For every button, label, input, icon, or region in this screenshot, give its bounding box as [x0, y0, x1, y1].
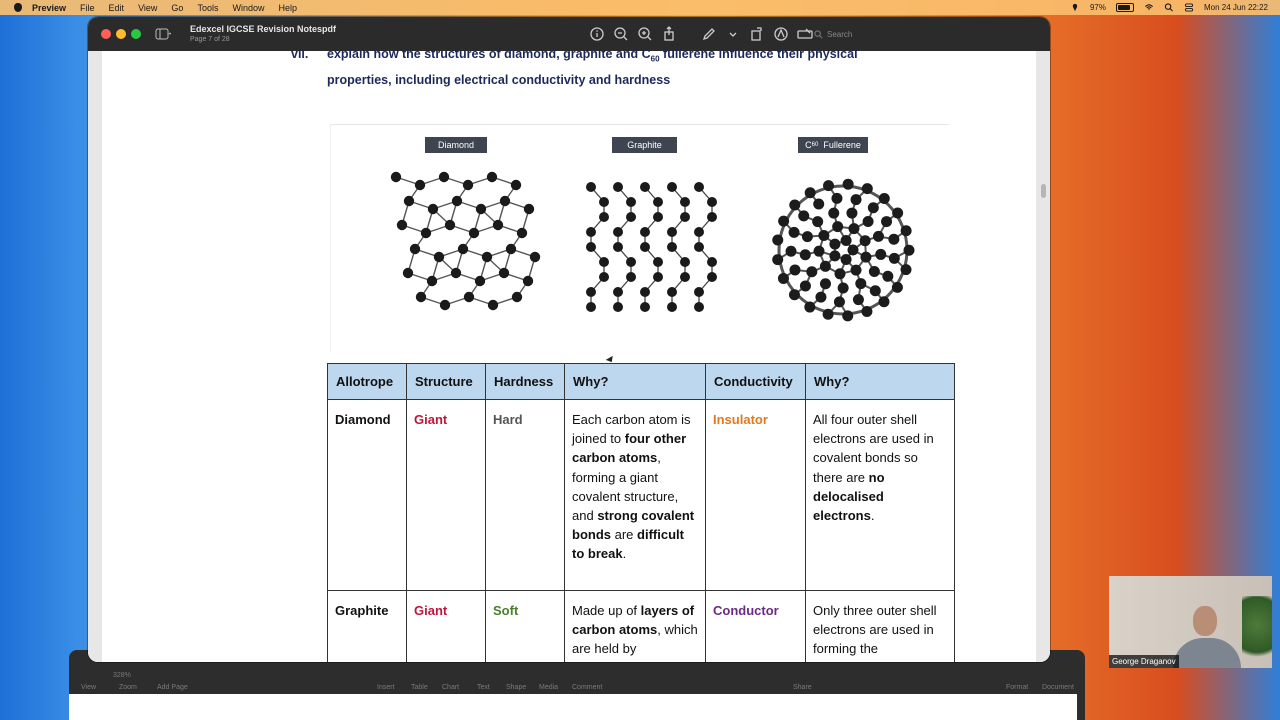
- carbon-atom: [694, 302, 704, 312]
- carbon-atom: [586, 227, 596, 237]
- carbon-atom: [841, 235, 852, 246]
- carbon-atom: [613, 302, 623, 312]
- carbon-atom: [863, 216, 874, 227]
- info-icon[interactable]: [588, 25, 606, 43]
- carbon-atom: [667, 227, 677, 237]
- carbon-atom: [789, 289, 800, 300]
- carbon-atom: [881, 216, 892, 227]
- text-run: are: [611, 527, 638, 543]
- carbon-atom: [517, 228, 527, 238]
- menu-bar: [0, 0, 1280, 15]
- carbon-atom: [815, 292, 826, 303]
- bg-toolbar-insert[interactable]: Insert: [377, 684, 395, 691]
- carbon-atom: [878, 296, 889, 307]
- carbon-atom: [772, 254, 783, 265]
- webcam-plant: [1242, 596, 1272, 668]
- carbon-atom: [888, 234, 899, 245]
- chevron-down-icon[interactable]: [724, 25, 742, 43]
- carbon-atom: [667, 182, 677, 192]
- bg-zoom-value[interactable]: 328%: [113, 672, 131, 679]
- carbon-atom: [846, 208, 857, 219]
- header-structure: Structure: [407, 364, 486, 400]
- carbon-atom: [832, 221, 843, 232]
- share-icon[interactable]: [660, 25, 678, 43]
- carbon-atom: [512, 292, 522, 302]
- carbon-atom: [613, 182, 623, 192]
- cell-hardness: Soft: [486, 591, 565, 663]
- carbon-atom: [680, 257, 690, 267]
- section-number: vii.: [291, 47, 309, 61]
- carbon-atom: [440, 300, 450, 310]
- bg-toolbar-view[interactable]: View: [81, 684, 97, 691]
- carbon-atom: [613, 287, 623, 297]
- carbon-atom: [667, 287, 677, 297]
- carbon-atom: [851, 265, 862, 276]
- carbon-atom: [869, 266, 880, 277]
- carbon-atom: [802, 231, 813, 242]
- carbon-atom: [834, 296, 845, 307]
- carbon-atom: [873, 231, 884, 242]
- carbon-atom: [452, 196, 462, 206]
- carbon-atom: [829, 250, 840, 261]
- text-run: Only three outer shell electrons are used in forming the: [813, 603, 937, 657]
- carbon-atom: [707, 212, 717, 222]
- carbon-atom: [506, 244, 516, 254]
- bg-toolbar-zoom[interactable]: Zoom: [119, 684, 137, 691]
- carbon-atom: [789, 264, 800, 275]
- fullerene-label-prefix: C: [805, 140, 812, 150]
- fullerene-label-text: Fullerene: [823, 140, 861, 150]
- close-button[interactable]: [101, 29, 111, 39]
- section-heading: [291, 44, 947, 90]
- carbon-atom: [487, 172, 497, 182]
- carbon-atom: [889, 253, 900, 264]
- fullerene-label: [798, 137, 868, 153]
- allotrope-figure: [330, 124, 949, 352]
- heading-text-part1: explain how the structures of diamond, graphite and C: [327, 47, 651, 61]
- carbon-atom: [667, 242, 677, 252]
- background-toolbar: [69, 666, 1085, 696]
- battery-icon[interactable]: [1116, 3, 1134, 12]
- carbon-atom: [613, 227, 623, 237]
- carbon-atom: [463, 180, 473, 190]
- graphite-structure-image: [581, 177, 726, 317]
- text-run: All four outer shell electrons are used in covalent bonds so there are: [813, 412, 934, 485]
- markup-pen-icon[interactable]: [700, 25, 718, 43]
- zoom-out-icon[interactable]: [612, 25, 630, 43]
- carbon-atom: [800, 249, 811, 260]
- bg-toolbar-table[interactable]: Table: [411, 684, 428, 691]
- carbon-atom: [500, 196, 510, 206]
- carbon-atom: [842, 310, 853, 321]
- carbon-atom: [838, 282, 849, 293]
- cell-why-conductivity: [806, 591, 955, 663]
- carbon-atom: [653, 197, 663, 207]
- carbon-atom: [599, 257, 609, 267]
- carbon-atom: [707, 197, 717, 207]
- text-run: , which are held by: [572, 622, 698, 657]
- carbon-atom: [694, 242, 704, 252]
- page-indicator: Page 7 of 28: [190, 36, 230, 43]
- carbon-atom: [694, 182, 704, 192]
- header-allotrope: Allotrope: [328, 364, 407, 400]
- carbon-atom: [524, 204, 534, 214]
- carbon-atom: [439, 172, 449, 182]
- carbon-atom: [640, 182, 650, 192]
- carbon-atom: [451, 268, 461, 278]
- carbon-atom: [482, 252, 492, 262]
- carbon-atom: [868, 202, 879, 213]
- carbon-atom: [403, 268, 413, 278]
- carbon-atom: [823, 309, 834, 320]
- carbon-atom: [831, 193, 842, 204]
- carbon-atom: [416, 292, 426, 302]
- bg-toolbar-document[interactable]: Document: [1042, 684, 1074, 691]
- search-icon: [814, 30, 823, 39]
- text-run: .: [622, 546, 627, 562]
- text-run: , forming a giant covalent structure, and: [572, 450, 679, 524]
- text-run-bold: four other carbon atoms: [572, 431, 687, 466]
- cell-why-conductivity: [806, 400, 955, 591]
- table-header-row: [328, 364, 955, 400]
- location-icon[interactable]: [1070, 3, 1080, 12]
- carbon-atom: [667, 302, 677, 312]
- carbon-atom: [823, 180, 834, 191]
- carbon-atom: [800, 280, 811, 291]
- cell-why-hardness: [565, 591, 706, 663]
- menu-file[interactable]: File: [80, 2, 95, 13]
- search-placeholder: Search: [827, 29, 853, 39]
- carbon-atom: [892, 207, 903, 218]
- cell-allotrope: Diamond: [328, 400, 407, 591]
- carbon-atom: [903, 245, 914, 256]
- rotate-icon[interactable]: [748, 25, 766, 43]
- document-title: Edexcel IGCSE Revision Notespdf: [190, 24, 337, 34]
- header-conductivity: Conductivity: [706, 364, 806, 400]
- carbon-atom: [599, 272, 609, 282]
- carbon-atom: [476, 204, 486, 214]
- carbon-atom: [397, 220, 407, 230]
- text-run: Made up of: [572, 603, 641, 618]
- carbon-atom: [464, 292, 474, 302]
- minimize-button[interactable]: [116, 29, 126, 39]
- carbon-atom: [829, 239, 840, 250]
- apple-icon[interactable]: [12, 2, 24, 14]
- carbon-atom: [875, 249, 886, 260]
- status-area: [1070, 0, 1268, 15]
- search-input[interactable]: [814, 26, 934, 42]
- heading-text-part2: fullerene influence their physical: [659, 47, 858, 61]
- carbon-atom: [828, 208, 839, 219]
- diamond-label: Diamond: [425, 137, 487, 153]
- carbon-atom: [901, 225, 912, 236]
- carbon-atom: [862, 183, 873, 194]
- carbon-atom: [586, 242, 596, 252]
- carbon-atom: [599, 212, 609, 222]
- carbon-atom: [626, 212, 636, 222]
- carbon-atom: [434, 252, 444, 262]
- carbon-atom: [853, 294, 864, 305]
- carbon-atom: [530, 252, 540, 262]
- toolbar: [588, 25, 814, 43]
- carbon-atom: [820, 278, 831, 289]
- table-row: [328, 400, 955, 591]
- annotate-icon[interactable]: [772, 25, 790, 43]
- carbon-atom: [707, 272, 717, 282]
- menu-help[interactable]: Help: [278, 2, 297, 13]
- bg-toolbar-format[interactable]: Format: [1006, 684, 1029, 691]
- carbon-atom: [694, 227, 704, 237]
- text-run-bold: strong covalent bonds: [572, 508, 695, 543]
- bg-toolbar-media[interactable]: Media: [539, 684, 559, 691]
- carbon-atom: [860, 235, 871, 246]
- carbon-atom: [841, 254, 852, 265]
- header-why-conductivity: Why?: [806, 364, 955, 400]
- carbon-atom: [882, 271, 893, 282]
- carbon-atom: [428, 204, 438, 214]
- carbon-atom: [789, 199, 800, 210]
- carbon-atom: [493, 220, 503, 230]
- page-gutter-right: [1036, 51, 1050, 662]
- carbon-atom: [814, 246, 825, 257]
- carbon-atom: [415, 180, 425, 190]
- carbon-atom: [813, 199, 824, 210]
- text-run-bold: layers of carbon atoms: [572, 603, 695, 638]
- page-gutter-left: [88, 51, 102, 662]
- bg-toolbar-text[interactable]: Text: [477, 684, 490, 691]
- scrollbar-thumb[interactable]: [1041, 184, 1046, 198]
- carbon-atom: [818, 230, 829, 241]
- preview-window: [88, 17, 1050, 662]
- menu-view[interactable]: View: [138, 2, 158, 13]
- carbon-atom: [427, 276, 437, 286]
- carbon-atom: [469, 228, 479, 238]
- menu-go[interactable]: Go: [171, 2, 184, 13]
- carbon-atom: [694, 287, 704, 297]
- carbon-atom: [653, 212, 663, 222]
- toolbar-spacer: [684, 25, 694, 43]
- menu-clock[interactable]: Mon 24 Jun 22:22: [1203, 3, 1268, 12]
- pdf-page-area[interactable]: [88, 47, 1050, 662]
- carbon-atom: [586, 287, 596, 297]
- battery-percent: 97%: [1089, 3, 1106, 12]
- carbon-atom: [640, 302, 650, 312]
- carbon-atom: [653, 257, 663, 267]
- carbon-atom: [834, 268, 845, 279]
- form-fill-icon[interactable]: [796, 25, 814, 43]
- carbon-atom: [848, 245, 859, 256]
- carbon-atom: [680, 212, 690, 222]
- heading-subscript: 60: [650, 54, 660, 64]
- allotrope-table: [327, 363, 955, 662]
- wifi-icon[interactable]: [1144, 3, 1154, 12]
- background-canvas: [69, 694, 1077, 720]
- webcam-overlay: [1109, 576, 1272, 668]
- carbon-atom: [860, 252, 871, 263]
- header-why-hardness: Why?: [565, 364, 706, 400]
- cell-conductivity: Conductor: [706, 591, 806, 663]
- spotlight-icon[interactable]: [1164, 3, 1174, 12]
- carbon-atom: [870, 285, 881, 296]
- cell-hardness: Hard: [486, 400, 565, 591]
- text-run: Each carbon atom is joined to: [572, 412, 691, 447]
- carbon-atom: [586, 182, 596, 192]
- carbon-atom: [855, 278, 866, 289]
- menu-app-name[interactable]: Preview: [32, 2, 67, 13]
- bg-toolbar-add-page[interactable]: Add Page: [157, 684, 188, 691]
- carbon-atom: [707, 257, 717, 267]
- fullerene-structure-image: [771, 175, 916, 325]
- carbon-atom: [586, 302, 596, 312]
- carbon-atom: [410, 244, 420, 254]
- carbon-atom: [804, 302, 815, 313]
- carbon-atom: [851, 194, 862, 205]
- carbon-atom: [861, 306, 872, 317]
- webcam-person-head: [1193, 606, 1217, 636]
- carbon-atom: [445, 220, 455, 230]
- carbon-atom: [772, 234, 783, 245]
- webcam-name-tag: George Draganov: [1109, 655, 1179, 668]
- control-center-icon[interactable]: [1184, 3, 1194, 12]
- menu-tools[interactable]: Tools: [197, 2, 219, 13]
- sidebar-toggle-icon[interactable]: [155, 27, 171, 41]
- bg-toolbar-shape[interactable]: Shape: [506, 684, 527, 691]
- carbon-atom: [680, 197, 690, 207]
- carbon-atom: [805, 187, 816, 198]
- carbon-atom: [806, 266, 817, 277]
- carbon-atom: [879, 193, 890, 204]
- cell-why-hardness: [565, 400, 706, 591]
- zoom-in-icon[interactable]: [636, 25, 654, 43]
- carbon-atom: [892, 282, 903, 293]
- carbon-atom: [812, 216, 823, 227]
- heading-text-line2: properties, including electrical conductivity and hardness: [327, 72, 671, 87]
- carbon-atom: [599, 197, 609, 207]
- carbon-atom: [421, 228, 431, 238]
- carbon-atom: [786, 246, 797, 257]
- zoom-button[interactable]: [131, 29, 141, 39]
- header-hardness: Hardness: [486, 364, 565, 400]
- carbon-atom: [404, 196, 414, 206]
- carbon-atom: [458, 244, 468, 254]
- carbon-atom: [511, 180, 521, 190]
- cell-structure: Giant: [407, 400, 486, 591]
- cell-structure: Giant: [407, 591, 486, 663]
- text-run-bold: no delocalised electrons: [813, 469, 885, 524]
- carbon-atom: [778, 273, 789, 284]
- menu-edit[interactable]: Edit: [108, 2, 125, 13]
- carbon-atom: [798, 210, 809, 221]
- carbon-atom: [789, 227, 800, 238]
- carbon-atom: [820, 261, 831, 272]
- carbon-atom: [680, 272, 690, 282]
- carbon-atom: [626, 257, 636, 267]
- diamond-structure-image: [376, 165, 546, 335]
- bg-toolbar-share[interactable]: Share: [793, 684, 812, 691]
- carbon-atom: [626, 197, 636, 207]
- carbon-atom: [613, 242, 623, 252]
- graphite-label: Graphite: [612, 137, 677, 153]
- carbon-atom: [475, 276, 485, 286]
- carbon-atom: [778, 216, 789, 227]
- bg-toolbar-comment[interactable]: Comment: [572, 684, 603, 691]
- table-row: [328, 591, 955, 663]
- carbon-atom: [499, 268, 509, 278]
- carbon-atom: [488, 300, 498, 310]
- text-run: .: [870, 508, 875, 524]
- carbon-atom: [848, 223, 859, 234]
- carbon-atom: [640, 227, 650, 237]
- carbon-atom: [653, 272, 663, 282]
- carbon-atom: [523, 276, 533, 286]
- cell-conductivity: Insulator: [706, 400, 806, 591]
- text-run-bold: difficult to break: [572, 527, 684, 562]
- fullerene-label-sub: 60: [811, 142, 819, 148]
- carbon-atom: [626, 272, 636, 282]
- menu-window[interactable]: Window: [232, 2, 265, 13]
- bg-toolbar-chart[interactable]: Chart: [442, 684, 460, 691]
- cell-allotrope: Graphite: [328, 591, 407, 663]
- carbon-atom: [843, 179, 854, 190]
- carbon-atom: [901, 264, 912, 275]
- carbon-atom: [640, 287, 650, 297]
- carbon-atom: [640, 242, 650, 252]
- carbon-atom: [391, 172, 401, 182]
